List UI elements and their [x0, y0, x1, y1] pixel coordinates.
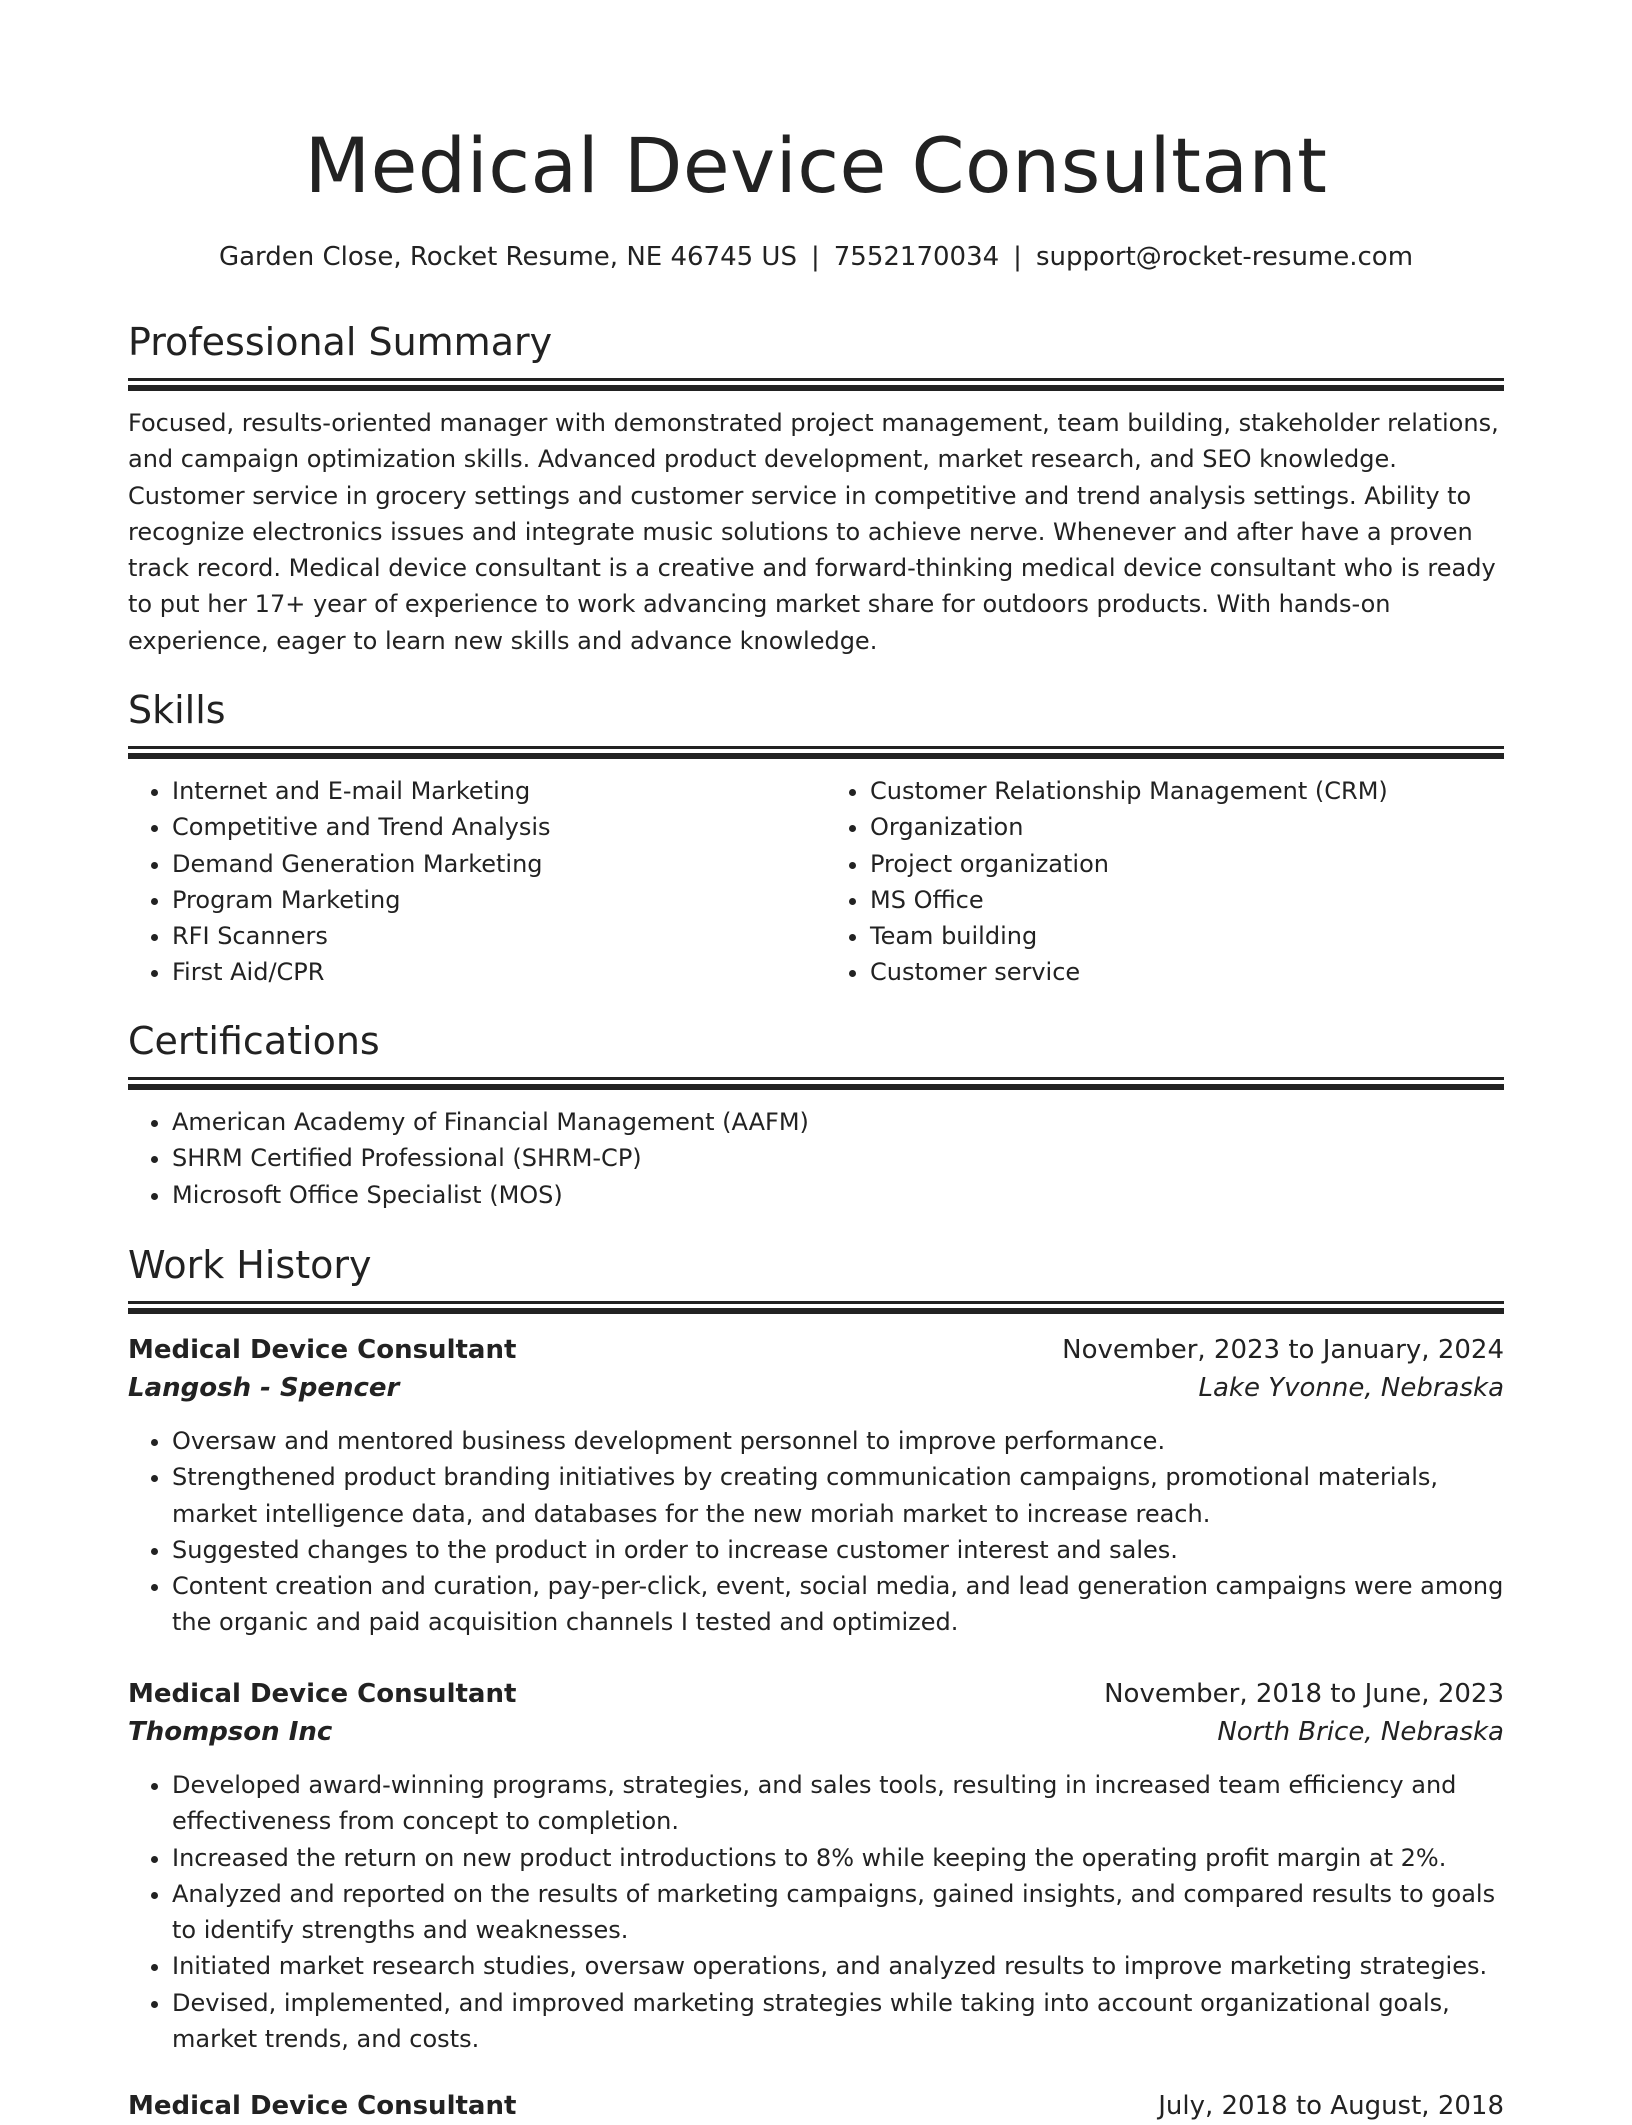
certification-item: • Microsoft Office Specialist (MOS) — [172, 1177, 1504, 1213]
heading-rule-thick — [128, 385, 1504, 391]
skills-list-left — [128, 773, 806, 991]
job-bullet: • Oversaw and mentored business development personnel to improve performance. — [172, 1423, 1504, 1459]
skill-item: • Demand Generation Marketing — [172, 846, 806, 882]
work-history-heading: Work History — [128, 1243, 372, 1287]
phone-text: 7552170034 — [833, 242, 1000, 272]
job-dates: July, 2018 to August, 2018 — [1158, 2091, 1504, 2121]
job-bullet: • Suggested changes to the product in order to increase customer interest and sales. — [172, 1532, 1504, 1568]
skill-item: • Internet and E-mail Marketing — [172, 773, 806, 809]
job-title: Medical Device Consultant — [128, 1335, 517, 1365]
job-header-row — [128, 1675, 1504, 1713]
skill-item: • Team building — [870, 918, 1504, 954]
job-title: Medical Device Consultant — [128, 2091, 517, 2121]
skills-heading: Skills — [128, 688, 226, 732]
skill-item: • First Aid/CPR — [172, 954, 806, 990]
certifications-heading: Certifications — [128, 1019, 380, 1063]
job-entry — [128, 1331, 1504, 1641]
heading-rule-thin — [128, 746, 1504, 749]
job-bullet: • Analyzed and reported on the results of marketing campaigns, gained insights, and compared results to goals to identify strengths and weaknesses. — [172, 1876, 1504, 1949]
heading-rule-thin — [128, 1301, 1504, 1304]
separator: | — [810, 242, 820, 272]
certification-item: • SHRM Certified Professional (SHRM-CP) — [172, 1140, 1504, 1176]
heading-rule-thick — [128, 1308, 1504, 1314]
skill-item: • Program Marketing — [172, 882, 806, 918]
skills-section — [128, 686, 1504, 991]
skills-list-right — [826, 773, 1504, 991]
job-location: Lake Yvonne, Nebraska — [1198, 1373, 1504, 1403]
job-bullets — [128, 1767, 1504, 2057]
skill-item: • Customer service — [870, 954, 1504, 990]
job-bullet: • Strengthened product branding initiatives by creating communication campaigns, promotional materials, market intelligence data, and databases for the new moriah market to increase reach. — [172, 1459, 1504, 1532]
work-history-section — [128, 1241, 1504, 1314]
heading-rule-thick — [128, 1084, 1504, 1090]
certifications-list — [128, 1104, 1504, 1213]
job-entry — [128, 2087, 1504, 2125]
summary-heading: Professional Summary — [128, 320, 553, 364]
job-location: North Brice, Nebraska — [1217, 1717, 1504, 1747]
contact-line — [128, 239, 1504, 275]
summary-text: Focused, results-oriented manager with demonstrated project management, team building, stakeholder relations, and campaign optimization skills. Advanced product development, market research, and SEO knowledge. Customer service in grocery settings and customer service in competitive and trend analysis settings. Ability to recognize electronics issues and integrate music solutions to achieve nerve. Whenever and after have a proven track record. Medical device consultant is a creative and forward-thinking medical device consultant who is ready to put her 17+ year of experience to work advancing market share for outdoors products. With hands-on experience, eager to learn new skills and advance knowledge. — [128, 409, 1499, 655]
skill-item: • Project organization — [870, 846, 1504, 882]
heading-rule-thin — [128, 378, 1504, 381]
job-bullet: • Content creation and curation, pay-per-click, event, social media, and lead generation campaigns were among the organic and paid acquisition channels I tested and optimized. — [172, 1568, 1504, 1641]
skill-item: • RFI Scanners — [172, 918, 806, 954]
job-bullet: • Initiated market research studies, oversaw operations, and analyzed results to improve marketing strategies. — [172, 1948, 1504, 1984]
job-dates: November, 2023 to January, 2024 — [1062, 1335, 1504, 1365]
heading-rule-thin — [128, 1077, 1504, 1080]
job-header-row — [128, 1331, 1504, 1369]
job-subheader-row — [128, 1369, 1504, 1407]
address-text: Garden Close, Rocket Resume, NE 46745 US — [218, 242, 797, 272]
job-bullet: • Increased the return on new product introductions to 8% while keeping the operating profit margin at 2%. — [172, 1840, 1504, 1876]
separator: | — [1013, 242, 1022, 272]
skill-item: • MS Office — [870, 882, 1504, 918]
job-entry — [128, 1675, 1504, 2057]
job-header-row — [128, 2087, 1504, 2125]
job-bullet: • Developed award-winning programs, strategies, and sales tools, resulting in increased team efficiency and effectiveness from concept to completion. — [172, 1767, 1504, 1840]
certification-item: • American Academy of Financial Management (AAFM) — [172, 1104, 1504, 1140]
job-bullets — [128, 1423, 1504, 1641]
page-title: Medical Device Consultant — [304, 121, 1328, 210]
job-company: Langosh - Spencer — [128, 1373, 400, 1403]
skill-item: • Competitive and Trend Analysis — [172, 809, 806, 845]
skill-item: • Organization — [870, 809, 1504, 845]
summary-section — [128, 318, 1504, 659]
skill-item: • Customer Relationship Management (CRM) — [870, 773, 1504, 809]
email-text: support@rocket-resume.com — [1035, 242, 1414, 272]
job-subheader-row — [128, 1713, 1504, 1751]
skills-columns — [128, 759, 1504, 991]
certifications-section — [128, 1017, 1504, 1213]
job-bullet: • Devised, implemented, and improved marketing strategies while taking into account organizational goals, market trends, and costs. — [172, 1985, 1504, 2058]
job-dates: November, 2018 to June, 2023 — [1104, 1679, 1504, 1709]
job-company: Thompson Inc — [128, 1717, 333, 1747]
job-title: Medical Device Consultant — [128, 1679, 517, 1709]
